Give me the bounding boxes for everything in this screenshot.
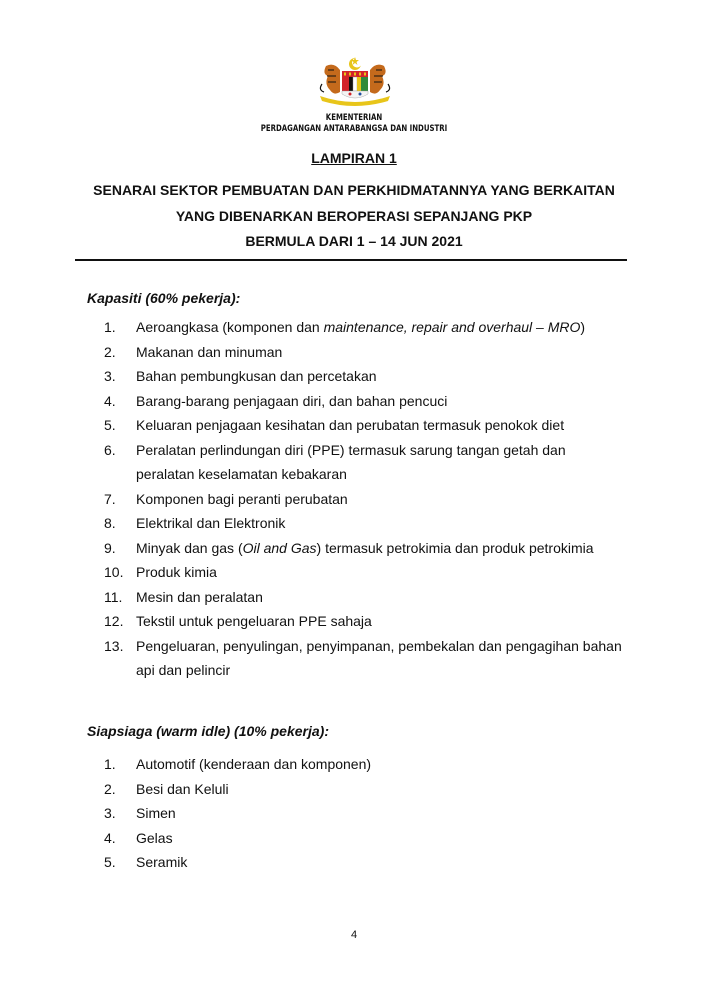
list-item: 5. Keluaran penjagaan kesihatan dan perubatan termasuk penokok diet: [104, 417, 565, 433]
document-title-line1: SENARAI SEKTOR PEMBUATAN DAN PERKHIDMATANNYA YANG BERKAITAN: [93, 182, 615, 198]
list-item: 7. Komponen bagi peranti perubatan: [104, 490, 348, 507]
warm-idle-sector-list: [104, 752, 624, 875]
ministry-name-line1: KEMENTERIAN: [325, 113, 383, 123]
section-heading-capacity: Kapasiti (60% pekerja):: [87, 290, 241, 306]
list-item: 2. Makanan dan minuman: [104, 343, 283, 360]
list-item: 2. Besi dan Keluli: [104, 780, 229, 797]
list-item: 13. Pengeluaran, penyulingan, penyimpanan, pembekalan dan pengagihan bahan api dan pelincir: [104, 637, 622, 678]
list-item: 3. Bahan pembungkusan dan percetakan: [104, 368, 377, 384]
list-item: 12. Tekstil untuk pengeluaran PPE sahaja: [104, 613, 372, 629]
document-title-line3: BERMULA DARI 1 – 14 JUN 2021: [245, 233, 463, 249]
list-item: 9. Minyak dan gas (Oil and Gas) termasuk petrokimia dan produk petrokimia: [104, 539, 594, 556]
section-heading-warm-idle: Siapsiaga (warm idle) (10% pekerja):: [87, 723, 329, 739]
document-title-line2: YANG DIBENARKAN BEROPERASI SEPANJANG PKP: [175, 208, 533, 224]
list-item: 11. Mesin dan peralatan: [104, 588, 263, 605]
list-item: 10. Produk kimia: [104, 564, 217, 580]
list-item: 1. Aeroangkasa (komponen dan maintenance, repair and overhaul – MRO): [104, 319, 586, 335]
ministry-name-line2: PERDAGANGAN ANTARABANGSA DAN INDUSTRI: [260, 124, 448, 134]
page-number: 4: [350, 929, 358, 941]
title-divider: [75, 259, 627, 261]
list-item: 5. Seramik: [104, 854, 188, 870]
capacity-sector-list: [104, 315, 624, 683]
list-item: 1. Automotif (kenderaan dan komponen): [104, 756, 372, 772]
annex-label: LAMPIRAN 1: [311, 150, 397, 166]
list-item: 4. Gelas: [104, 829, 173, 846]
malaysia-coat-of-arms-icon: [314, 56, 396, 108]
list-item: 6. Peralatan perlindungan diri (PPE) termasuk sarung tangan getah dan peralatan keselamatan kebakaran: [104, 441, 566, 482]
list-item: 3. Simen: [104, 805, 176, 821]
list-item: 4. Barang-barang penjagaan diri, dan bahan pencuci: [104, 392, 448, 409]
list-item: 8. Elektrikal dan Elektronik: [104, 515, 286, 531]
